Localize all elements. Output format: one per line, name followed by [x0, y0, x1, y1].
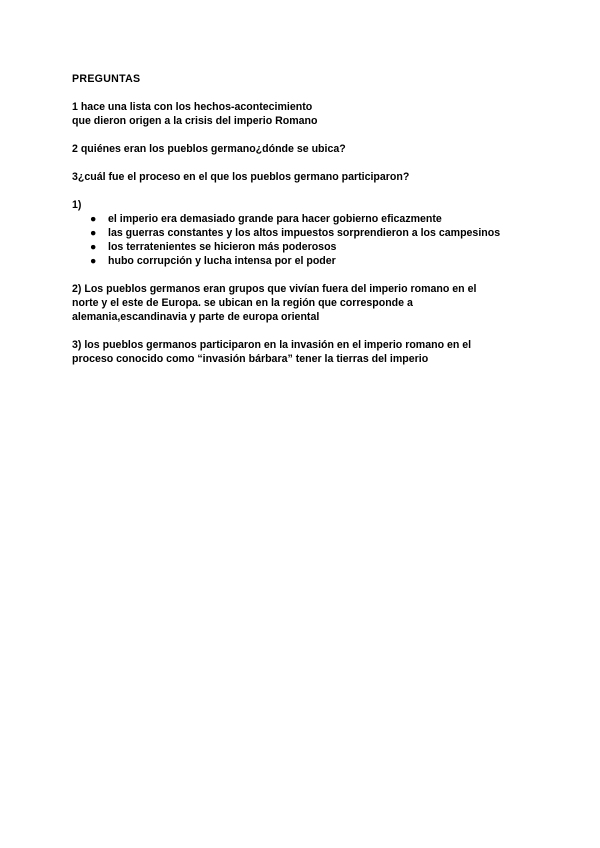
answer-1-item	[72, 254, 532, 268]
question-1-line-2: que dieron origen a la crisis del imperio Romano	[72, 115, 318, 127]
answer-1-item	[72, 212, 532, 226]
spacer	[72, 86, 532, 100]
answer-1-item	[72, 226, 532, 240]
answer-3-line-2: proceso conocido como “invasión bárbara” tener la tierras del imperio	[72, 353, 429, 365]
answer-1-list	[72, 212, 532, 268]
answer-2-line-2: norte y el este de Europa. se ubican en la región que corresponde a	[72, 297, 413, 309]
question-1-line-1: 1 hace una lista con los hechos-acontecimiento	[72, 101, 313, 113]
answer-3	[72, 338, 532, 366]
answer-1-item-text: las guerras constantes y los altos impuestos sorprendieron a los campesinos	[108, 227, 501, 239]
bullet-icon: ●	[90, 255, 97, 267]
spacer	[72, 128, 532, 142]
bullet-icon: ●	[90, 213, 97, 225]
answer-2	[72, 282, 532, 324]
bullet-icon: ●	[90, 241, 97, 253]
answer-1-item-text: los terratenientes se hicieron más poderosos	[108, 241, 337, 253]
answer-2-line-3: alemania,escandinavia y parte de europa oriental	[72, 311, 320, 323]
spacer	[72, 324, 532, 338]
answer-1-item	[72, 240, 532, 254]
question-1	[72, 100, 532, 128]
spacer	[72, 184, 532, 198]
spacer	[72, 268, 532, 282]
bullet-icon: ●	[90, 227, 97, 239]
answer-1	[72, 198, 532, 268]
question-3-line-1: 3¿cuál fue el proceso en el que los pueblos germano participaron?	[72, 171, 410, 183]
spacer	[72, 156, 532, 170]
question-2-line-1: 2 quiénes eran los pueblos germano¿dónde se ubica?	[72, 143, 346, 155]
question-3	[72, 170, 532, 184]
answer-1-item-text: hubo corrupción y lucha intensa por el poder	[108, 255, 336, 267]
question-2	[72, 142, 532, 156]
document-body	[72, 72, 532, 366]
answer-3-line-1: 3) los pueblos germanos participaron en la invasión en el imperio romano en el	[72, 339, 472, 351]
document-heading: PREGUNTAS	[72, 73, 141, 85]
answer-2-line-1: 2) Los pueblos germanos eran grupos que vivían fuera del imperio romano en el	[72, 283, 477, 295]
answer-1-label: 1)	[72, 199, 82, 211]
answer-1-item-text: el imperio era demasiado grande para hacer gobierno eficazmente	[108, 213, 442, 225]
